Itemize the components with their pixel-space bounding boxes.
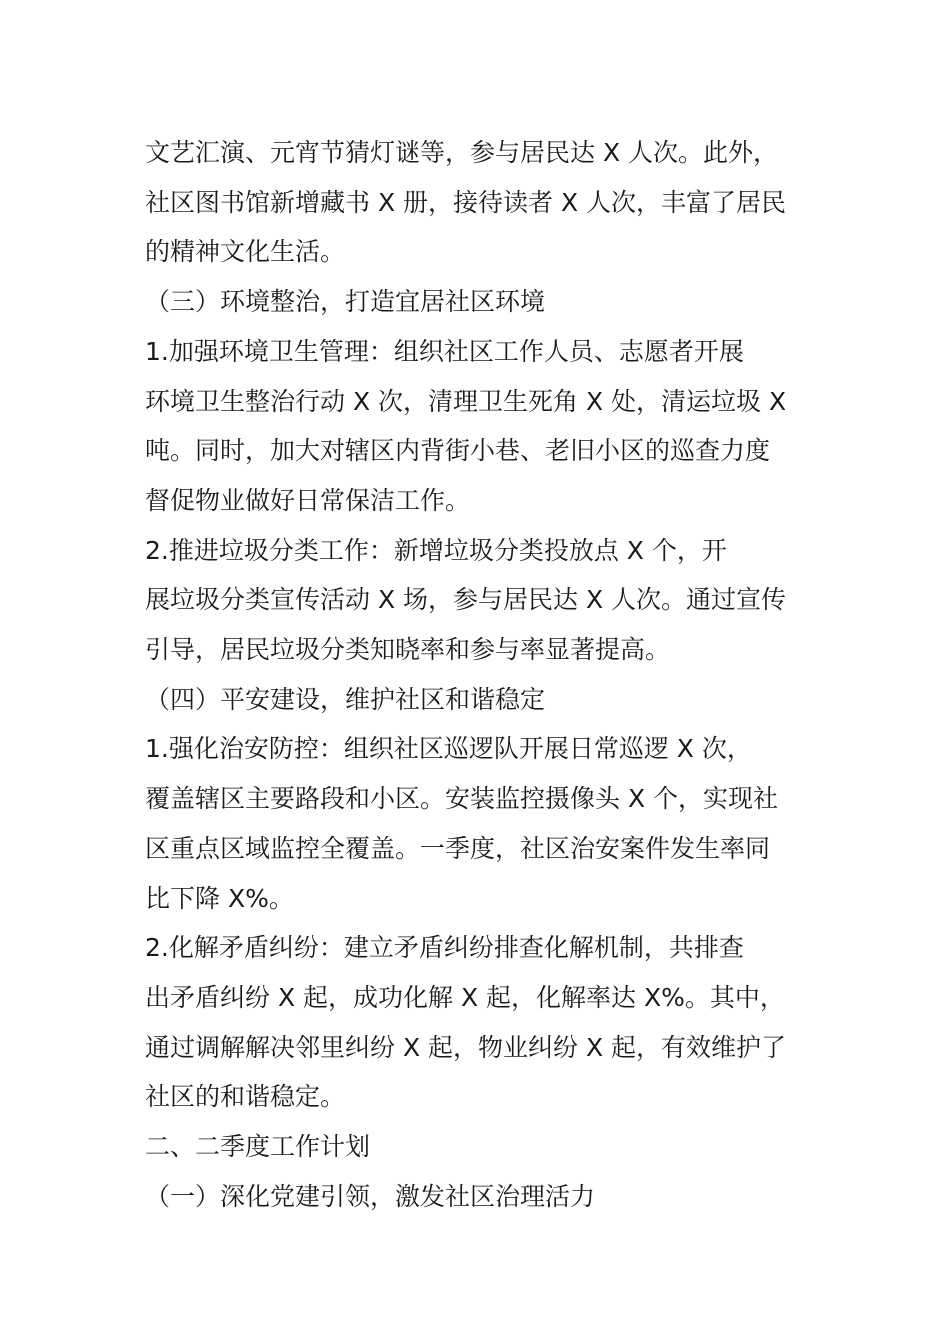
paragraph-line: 2.推进垃圾分类工作：新增垃圾分类投放点 X 个，开 — [145, 535, 727, 565]
paragraph-line: 区重点区域监控全覆盖。一季度，社区治安案件发生率同 — [145, 833, 771, 863]
paragraph-line: 2.化解矛盾纠纷：建立矛盾纠纷排查化解机制，共排查 — [145, 933, 744, 963]
paragraph-line: 环境卫生整治行动 X 次，清理卫生死角 X 处，清运垃圾 X — [145, 386, 787, 416]
paragraph-line: 文艺汇演、元宵节猜灯谜等，参与居民达 X 人次。此外， — [145, 138, 779, 167]
chapter-heading: 二、二季度工作计划 — [145, 1132, 371, 1162]
section-heading: （一）深化党建引领，激发社区治理活力 — [145, 1181, 596, 1211]
paragraph-line: 1.加强环境卫生管理：组织社区工作人员、志愿者开展 — [145, 336, 744, 366]
paragraph-line: 社区图书馆新增藏书 X 册，接待读者 X 人次，丰富了居民 — [145, 187, 787, 217]
section-heading: （三）环境整治，打造宜居社区环境 — [145, 287, 546, 317]
paragraph-line: 吨。同时，加大对辖区内背街小巷、老旧小区的巡查力度 — [145, 436, 771, 466]
section-heading: （四）平安建设，维护社区和谐稳定 — [145, 684, 546, 714]
paragraph-line: 出矛盾纠纷 X 起，成功化解 X 起，化解率达 X%。其中， — [145, 982, 785, 1012]
paragraph-line: 1.强化治安防控：组织社区巡逻队开展日常巡逻 X 次， — [145, 734, 752, 764]
paragraph-line: 比下降 X%。 — [145, 883, 294, 913]
paragraph-line: 社区的和谐稳定。 — [145, 1082, 346, 1112]
paragraph-line: 引导，居民垃圾分类知晓率和参与率显著提高。 — [145, 635, 671, 665]
paragraph-line: 通过调解解决邻里纠纷 X 起，物业纠纷 X 起，有效维护了 — [145, 1032, 787, 1062]
paragraph-line: 督促物业做好日常保洁工作。 — [145, 485, 471, 515]
paragraph-line: 的精神文化生活。 — [145, 237, 346, 267]
document-body — [145, 128, 825, 1221]
paragraph-line: 展垃圾分类宣传活动 X 场，参与居民达 X 人次。通过宣传 — [145, 585, 787, 615]
paragraph-line: 覆盖辖区主要路段和小区。安装监控摄像头 X 个，实现社 — [145, 784, 779, 814]
